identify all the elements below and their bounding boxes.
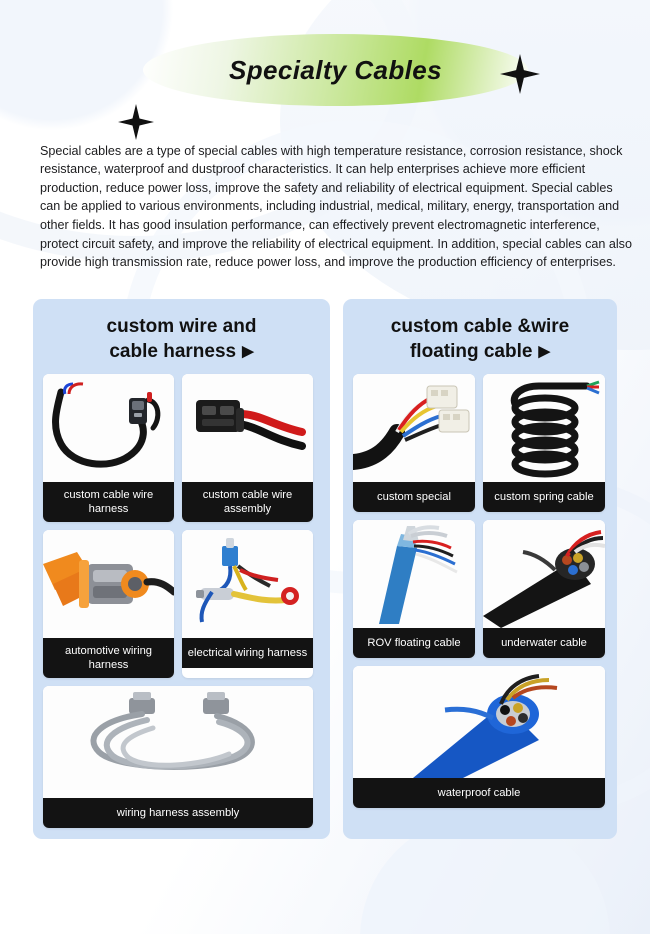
panel-right-title-line2: floating cable [409, 341, 533, 362]
card-custom-spring-cable[interactable] [483, 374, 605, 512]
card-caption: custom cable wire assembly [182, 482, 313, 522]
thumbnail-black-red-power-connector [182, 374, 313, 482]
art-black-spiral-spring-cable [483, 374, 605, 482]
panel-left-heading[interactable] [43, 310, 320, 374]
card-electrical-wiring-harness[interactable] [182, 530, 313, 678]
card-custom-special[interactable] [353, 374, 475, 512]
art-black-underwater-cable-cutaway [483, 520, 605, 628]
card-automotive-wiring-harness[interactable] [43, 530, 174, 678]
thumbnail-black-spiral-spring-cable [483, 374, 605, 482]
chevron-right-icon[interactable]: ▶ [242, 343, 254, 360]
art-orange-automotive-connector [43, 530, 174, 638]
thumbnail-black-underwater-cable-cutaway [483, 520, 605, 628]
card-caption: custom spring cable [483, 482, 605, 512]
intro-paragraph: Special cables are a type of special cables with high temperature resistance, corrosion resistance, shock resistance, waterproof and dustproof characteristics. It can help enterprises achieve more efficient production, reduce power loss, improve the safety and reliability of electrical equipment. Special cables can be applied to various environments, including industrial, medical, military, energy, transportation and other fields. It has good insulation performance, can effectively prevent electromagnetic interference, protect circuit safety, and improve the reliability of electrical equipment. In addition, special cables can also provide high transmission rate, reduce power loss, and improve the production efficiency of enterprises. [40, 143, 632, 270]
panel-left-title-line2: cable harness [109, 341, 237, 362]
thumbnail-black-cable-with-connector [43, 374, 174, 482]
card-underwater-cable[interactable] [483, 520, 605, 658]
title-banner [0, 26, 650, 116]
panel-custom-wire-and-cable-harness [33, 299, 330, 839]
art-white-connector-color-wires [353, 374, 475, 482]
panel-custom-cable-wire-floating-cable [343, 299, 617, 839]
chevron-right-icon[interactable]: ▶ [538, 343, 550, 360]
thumbnail-blue-shielded-cable-cutaway [353, 520, 475, 628]
panel-right-card-grid [353, 374, 607, 808]
panel-right-heading[interactable] [353, 310, 607, 374]
thumbnail-grey-coiled-cable-assembly [43, 686, 313, 798]
art-black-red-power-connector [182, 374, 313, 482]
art-blue-waterproof-cable-cutaway [353, 666, 605, 778]
card-caption: waterproof cable [353, 778, 605, 808]
thumbnail-white-connector-color-wires [353, 374, 475, 482]
art-multicolor-wire-terminals [182, 530, 313, 638]
thumbnail-orange-automotive-connector [43, 530, 174, 638]
card-caption: wiring harness assembly [43, 798, 313, 828]
panel-left-card-grid [43, 374, 320, 828]
card-caption: custom special [353, 482, 475, 512]
card-caption: underwater cable [483, 628, 605, 658]
page-title: Specialty Cables [228, 54, 443, 85]
card-wiring-harness-assembly[interactable] [43, 686, 313, 828]
art-black-cable-with-connector [43, 374, 174, 482]
thumbnail-multicolor-wire-terminals [182, 530, 313, 638]
card-rov-floating-cable[interactable] [353, 520, 475, 658]
thumbnail-blue-waterproof-cable-cutaway [353, 666, 605, 778]
title-banner-ellipse [143, 34, 528, 106]
panel-right-title-line1: custom cable &wire [390, 316, 570, 337]
card-waterproof-cable[interactable] [353, 666, 605, 808]
art-blue-shielded-cable-cutaway [353, 520, 475, 628]
card-caption: electrical wiring harness [182, 638, 313, 668]
card-caption: custom cable wire harness [43, 482, 174, 522]
card-caption: ROV floating cable [353, 628, 475, 658]
card-custom-cable-wire-harness[interactable] [43, 374, 174, 522]
art-grey-coiled-cable-assembly [43, 686, 313, 798]
card-caption: automotive wiring harness [43, 638, 174, 678]
panel-left-title-line1: custom wire and [106, 316, 257, 337]
category-panels [33, 299, 617, 839]
card-custom-cable-wire-assembly[interactable] [182, 374, 313, 522]
